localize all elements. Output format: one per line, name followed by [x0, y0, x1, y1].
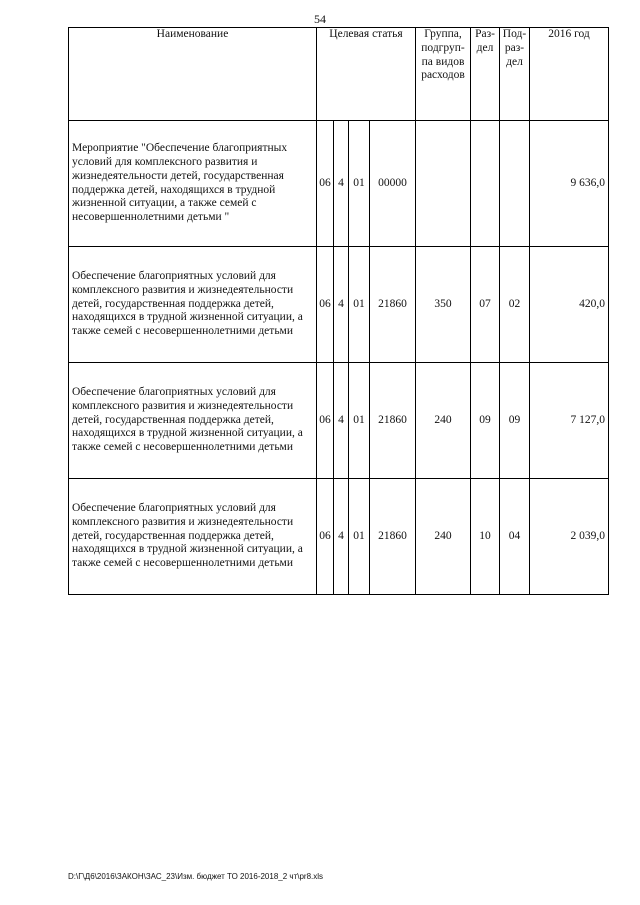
table-row	[69, 121, 609, 247]
row-target-program: 06	[317, 479, 334, 595]
header-expense-group: Группа, подгруп-па видов расходов	[416, 28, 471, 121]
row-amount: 420,0	[530, 247, 609, 363]
row-target-program: 06	[317, 121, 334, 247]
header-year: 2016 год	[530, 28, 609, 121]
row-subsection: 02	[500, 247, 530, 363]
row-expense-group: 350	[416, 247, 471, 363]
row-name: Мероприятие "Обеспечение благоприятных условий для комплексного развития и жизнедеятельности детей, государственная поддержка детей, находящихся в трудной жизненной ситуации, а также семей с несовершеннолетними детьми "	[69, 121, 317, 247]
row-target-program: 06	[317, 247, 334, 363]
row-amount: 2 039,0	[530, 479, 609, 595]
row-section: 07	[471, 247, 500, 363]
row-expense-group	[416, 121, 471, 247]
row-target-subprogram: 4	[334, 363, 349, 479]
budget-table	[68, 27, 609, 595]
row-target-direction: 21860	[370, 363, 416, 479]
row-name: Обеспечение благоприятных условий для комплексного развития и жизнедеятельности детей, государственная поддержка детей, находящихся в трудной жизненной ситуации, а также семей с несовершеннолетними детьми	[69, 363, 317, 479]
header-name: Наименование	[69, 28, 317, 121]
table-row	[69, 247, 609, 363]
row-target-subprogram: 4	[334, 247, 349, 363]
header-section: Раз-дел	[471, 28, 500, 121]
row-expense-group: 240	[416, 479, 471, 595]
row-target-direction: 00000	[370, 121, 416, 247]
row-section: 10	[471, 479, 500, 595]
row-section	[471, 121, 500, 247]
row-target-measure: 01	[349, 247, 370, 363]
page-number: 54	[314, 12, 326, 26]
table-header-row	[69, 28, 609, 121]
row-target-measure: 01	[349, 363, 370, 479]
row-amount: 7 127,0	[530, 363, 609, 479]
row-amount: 9 636,0	[530, 121, 609, 247]
row-subsection	[500, 121, 530, 247]
footer-file-path: D:\Г\Д6\2016\ЗАКОН\ЗАС_23\Изм. бюджет ТО 2016-2018_2 чт\pr8.xls	[68, 872, 324, 881]
row-name: Обеспечение благоприятных условий для комплексного развития и жизнедеятельности детей, государственная поддержка детей, находящихся в трудной жизненной ситуации, а также семей с несовершеннолетними детьми	[69, 479, 317, 595]
header-subsection: Под-раз-дел	[500, 28, 530, 121]
header-target-article: Целевая статья	[317, 28, 416, 121]
row-target-subprogram: 4	[334, 121, 349, 247]
row-target-direction: 21860	[370, 247, 416, 363]
row-name: Обеспечение благоприятных условий для комплексного развития и жизнедеятельности детей, государственная поддержка детей, находящихся в трудной жизненной ситуации, а также семей с несовершеннолетними детьми	[69, 247, 317, 363]
row-target-measure: 01	[349, 479, 370, 595]
row-target-direction: 21860	[370, 479, 416, 595]
table-row	[69, 363, 609, 479]
table-row	[69, 479, 609, 595]
row-expense-group: 240	[416, 363, 471, 479]
row-subsection: 09	[500, 363, 530, 479]
row-section: 09	[471, 363, 500, 479]
row-subsection: 04	[500, 479, 530, 595]
row-target-subprogram: 4	[334, 479, 349, 595]
row-target-program: 06	[317, 363, 334, 479]
row-target-measure: 01	[349, 121, 370, 247]
